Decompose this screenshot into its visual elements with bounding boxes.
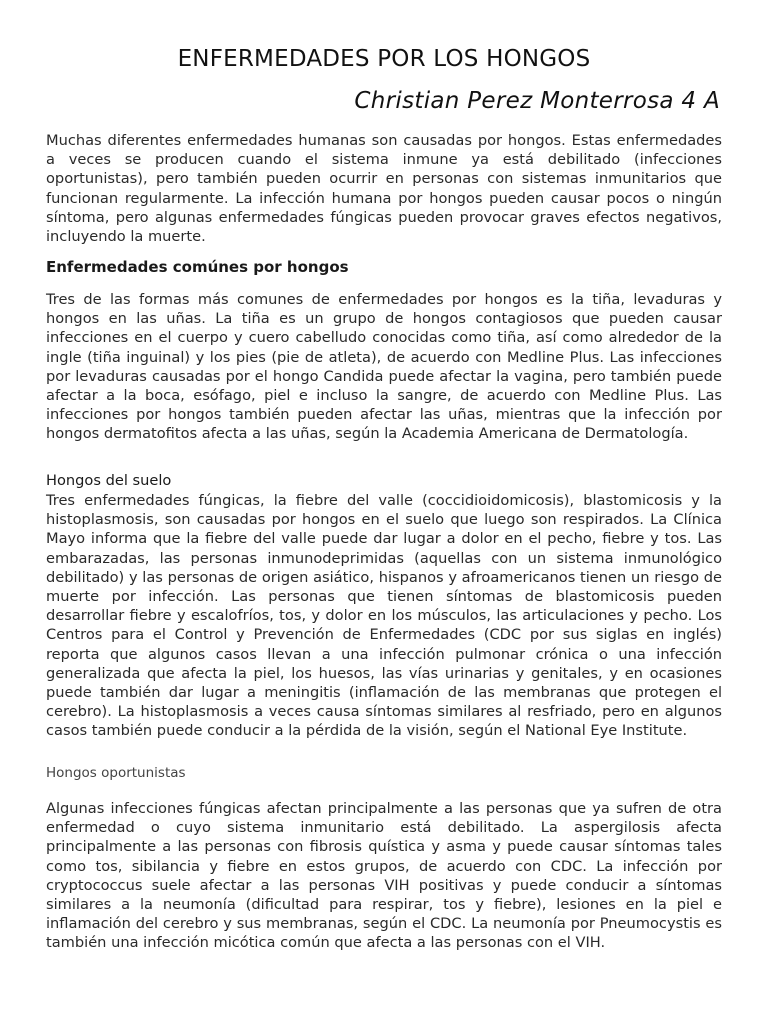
document-author: Christian Perez Monterrosa 4 A [354, 88, 720, 114]
section-heading-common-diseases: Enfermedades comúnes por hongos [46, 258, 349, 276]
document-title: ENFERMEDADES POR LOS HONGOS [177, 46, 591, 72]
section-text-opportunistic-fungi: Algunas infecciones fúngicas afectan principalmente a las personas que ya sufren de otra enfermedad o cuyo sistema inmunitario está debilitado. La aspergilosis afecta principalmente a las personas con fibrosis quística y asma y puede causar síntomas tales como tos, sibilancia y fiebre en estos grupos, de acuerdo con CDC. La infección por cryptococcus suele afectar a las personas VIH positivas y puede conducir a síntomas similares a la neumonía (dificultad para respirar, tos y fiebre), lesiones en la piel e inflamación del cerebro y sus membranas, según el CDC. La neumonía por Pneumocystis es también una infección micótica común que afecta a las personas con el VIH. [46, 800, 722, 952]
section-heading-opportunistic-fungi: Hongos oportunistas [46, 765, 186, 781]
section-text-common-diseases: Tres de las formas más comunes de enfermedades por hongos es la tiña, levaduras y hongos en las uñas. La tiña es un grupo de hongos contagiosos que pueden causar infecciones en el cuerpo y cuero cabelludo conocidas como tiña, así como alrededor de la ingle (tiña inguinal) y los pies (pie de atleta), de acuerdo con Medline Plus. Las infecciones por levaduras causadas por el hongo Candida puede afectar la vagina, pero también puede afectar a la boca, esófago, piel e incluso la sangre, de acuerdo con Medline Plus. Las infecciones por hongos también pueden afectar las uñas, mientras que la infección por hongos dermatofitos afecta a las uñas, según la Academia Americana de Dermatología. [46, 291, 722, 443]
section-text-soil-fungi: Tres enfermedades fúngicas, la fiebre del valle (coccidioidomicosis), blastomicosis y la histoplasmosis, son causadas por hongos en el suelo que luego son respirados. La Clínica Mayo informa que la fiebre del valle puede dar lugar a dolor en el pecho, fiebre y tos. Las embarazadas, las personas inmunodeprimidas (aquellas con un sistema inmunológico debilitado) y las personas de origen asiático, hispanos y afroamericanos tienen un riesgo de muerte por infección. Las personas que tienen síntomas de blastomicosis pueden desarrollar fiebre y escalofríos, tos, y dolor en los músculos, las articulaciones y pecho. Los Centros para el Control y Prevención de Enfermedades (CDC por sus siglas en inglés) reporta que algunos casos llevan a una infección pulmonar crónica o una infección generalizada que afecta la piel, los huesos, las vías urinarias y genitales, y en ocasiones puede también dar lugar a meningitis (inflamación de las membranas que protegen el cerebro). La histoplasmosis a veces causa síntomas similares al resfriado, pero en algunos casos también puede conducir a la pérdida de la visión, según el National Eye Institute. [46, 492, 722, 740]
intro-paragraph: Muchas diferentes enfermedades humanas son causadas por hongos. Estas enfermedades a veces se producen cuando el sistema inmune ya está debilitado (infecciones oportunistas), pero también pueden ocurrir en personas con sistemas inmunitarios que funcionan regularmente. La infección humana por hongos pueden causar pocos o ningún síntoma, pero algunas enfermedades fúngicas pueden provocar graves efectos negativos, incluyendo la muerte. [46, 132, 722, 246]
section-heading-soil-fungi: Hongos del suelo [46, 472, 172, 489]
